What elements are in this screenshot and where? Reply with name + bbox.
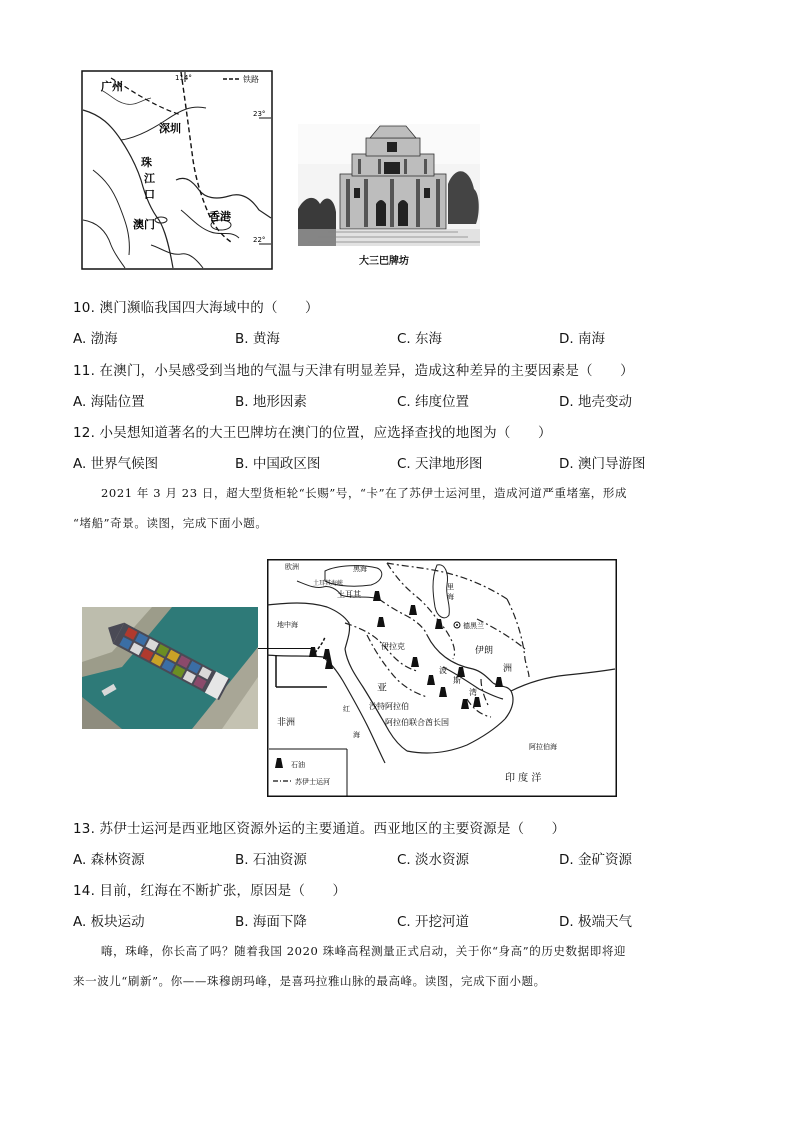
pearl-river-delta-map: [81, 70, 273, 270]
label-ya: 亚: [377, 683, 387, 694]
label-caspian-2: 海: [447, 593, 454, 601]
q13-option-c[interactable]: C. 淡水资源: [397, 852, 470, 868]
q14-option-a[interactable]: A. 板块运动: [73, 914, 145, 930]
q13-option-a[interactable]: A. 森林资源: [73, 852, 145, 868]
label-shenzhen: 深圳: [159, 122, 181, 135]
label-gulf-2: 斯: [453, 676, 461, 685]
label-asia-zhou: 洲: [503, 664, 513, 674]
q14-option-b[interactable]: B. 海面下降: [235, 914, 307, 930]
ruins-of-st-pauls-photo: [298, 124, 480, 246]
legend-canal-label: 苏伊士运河: [295, 778, 330, 786]
q11-option-a[interactable]: A. 海陆位置: [73, 394, 145, 410]
legend-oil-label: 石油: [291, 761, 305, 769]
suez-intro-line-2: “堵船”奇景。读图，完成下面小题。: [73, 516, 268, 530]
q12-option-b[interactable]: B. 中国政区图: [235, 456, 321, 472]
label-lon: 114°: [175, 74, 192, 82]
q11-option-b[interactable]: B. 地形因素: [235, 394, 307, 410]
q12-option-a[interactable]: A. 世界气候图: [73, 456, 159, 472]
q14-option-d[interactable]: D. 极端天气: [559, 914, 632, 930]
label-indian-ocean: 印 度 洋: [505, 773, 542, 784]
q11-option-d[interactable]: D. 地壳变动: [559, 394, 632, 410]
q10-option-d[interactable]: D. 南海: [559, 331, 605, 347]
label-lat-bottom: 22°: [253, 236, 266, 244]
label-macau: 澳门: [133, 218, 155, 231]
label-gulf-3: 湾: [469, 688, 477, 697]
q13-option-d[interactable]: D. 金矿资源: [559, 852, 632, 868]
q10-option-a[interactable]: A. 渤海: [73, 331, 118, 347]
legend-railway-label: 铁路: [243, 75, 259, 84]
q12-option-d[interactable]: D. 澳门导游图: [559, 456, 646, 472]
q12-option-c[interactable]: C. 天津地形图: [397, 456, 483, 472]
label-europe: 欧洲: [285, 563, 299, 571]
photo-caption: 大三巴牌坊: [359, 256, 409, 267]
label-iran: 伊朗: [475, 646, 494, 656]
label-estuary-2: 江: [144, 172, 155, 185]
label-caspian-1: 里: [447, 583, 454, 591]
everest-intro-line-1: 嗨，珠峰，你长高了吗？随着我国 2020 珠峰高程测量正式启动，关于你“身高”的历史数据即将迎: [101, 944, 627, 958]
west-asia-map: [267, 559, 617, 797]
label-red-sea-1: 红: [343, 705, 350, 713]
label-turkish-straits: 土耳其海峡: [313, 580, 344, 587]
q11-option-c[interactable]: C. 纬度位置: [397, 394, 470, 410]
label-black-sea: 黑海: [353, 565, 367, 573]
q13-option-b[interactable]: B. 石油资源: [235, 852, 307, 868]
question-13-stem: 13. 苏伊士运河是西亚地区资源外运的主要通道。西亚地区的主要资源是（ ）: [73, 821, 566, 837]
question-14-stem: 14. 目前，红海在不断扩张，原因是（ ）: [73, 883, 347, 899]
label-estuary-3: 口: [144, 188, 155, 201]
question-12-stem: 12. 小吴想知道著名的大王巴牌坊在澳门的位置，应选择查找的地图为（ ）: [73, 425, 552, 441]
q14-option-c[interactable]: C. 开挖河道: [397, 914, 470, 930]
label-estuary-1: 珠: [141, 156, 152, 169]
label-arabian-sea: 阿拉伯海: [529, 743, 557, 751]
question-11-stem: 11. 在澳门，小吴感受到当地的气温与天津有明显差异，造成这种差异的主要因素是（ ）: [73, 363, 634, 379]
everest-intro-line-2: 来一波儿“刷新”。你——珠穆朗玛峰，是喜玛拉雅山脉的最高峰。读图，完成下面小题。: [73, 974, 546, 988]
q10-option-c[interactable]: C. 东海: [397, 331, 443, 347]
suez-intro-line-1: 2021 年 3 月 23 日，超大型货柜轮“长赐”号，“卡”在了苏伊士运河里，造成河道严重堵塞，形成: [101, 486, 628, 500]
label-africa: 非洲: [277, 718, 296, 728]
label-saudi: 沙特阿拉伯: [369, 702, 409, 711]
label-uae: 阿拉伯联合酋长国: [385, 718, 449, 727]
label-iraq: 伊拉克: [381, 642, 405, 651]
photo-map-connector: [258, 648, 314, 649]
q10-option-b[interactable]: B. 黄海: [235, 331, 280, 347]
label-mediterranean: 地中海: [277, 621, 298, 629]
question-10-stem: 10. 澳门濒临我国四大海域中的（ ）: [73, 300, 319, 316]
label-turkey: 土耳其: [337, 590, 361, 599]
label-tehran: 德黑兰: [463, 622, 484, 630]
label-guangzhou: 广州: [101, 80, 123, 93]
label-gulf-1: 波: [439, 666, 447, 675]
label-hongkong: 香港: [209, 210, 231, 223]
label-red-sea-2: 海: [353, 731, 360, 739]
label-lat-top: 23°: [253, 110, 266, 118]
ever-given-satellite-photo: [82, 607, 258, 729]
